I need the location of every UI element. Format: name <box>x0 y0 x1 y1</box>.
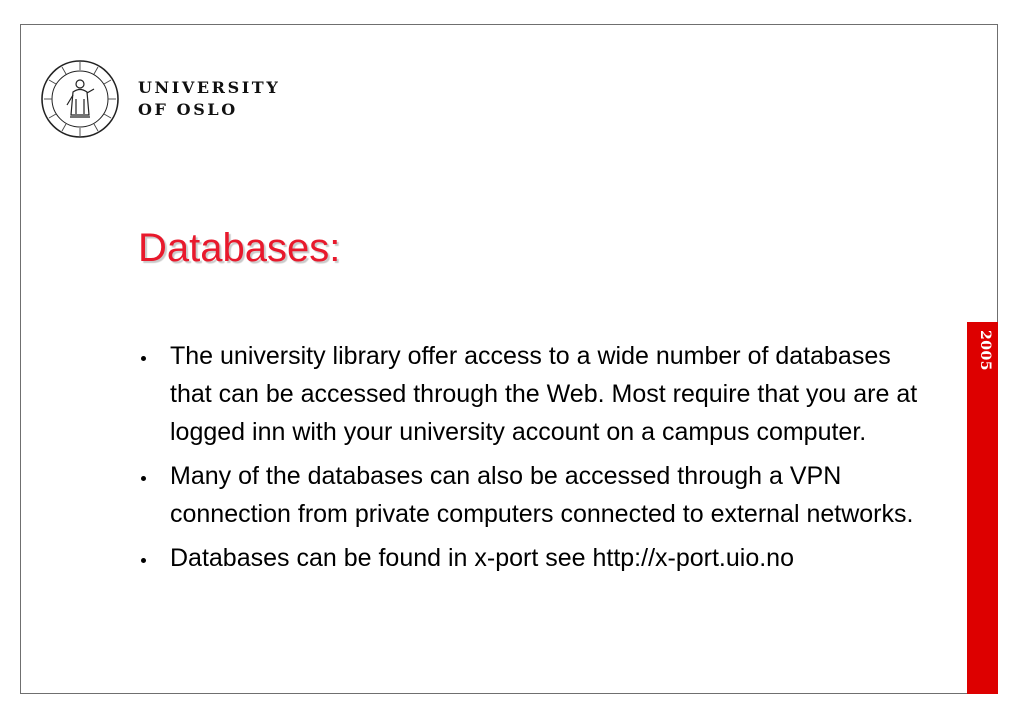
bullet-icon <box>141 476 146 481</box>
bullet-list <box>138 337 938 583</box>
wordmark-line-1: UNIVERSITY <box>138 78 281 97</box>
university-wordmark <box>138 77 280 121</box>
bullet-icon <box>141 558 146 563</box>
university-seal-logo <box>40 59 120 139</box>
wordmark-line-2: OF OSLO <box>138 100 238 119</box>
bullet-item <box>138 337 938 451</box>
slide-title: Databases: <box>138 226 341 270</box>
bullet-item <box>138 539 938 577</box>
bullet-text: Databases can be found in x-port see http://x-port.uio.no <box>170 544 794 572</box>
bullet-text: The university library offer access to a wide number of databases that can be accessed through the Web. Most require that you are at logged inn with your university account on a campus computer. <box>170 342 918 446</box>
year-side-bar <box>967 322 998 694</box>
year-label: 2005 <box>977 330 993 371</box>
bullet-text: Many of the databases can also be accessed through a VPN connection from private computers connected to external networks. <box>170 462 914 528</box>
bullet-item <box>138 457 938 533</box>
bullet-icon <box>141 356 146 361</box>
